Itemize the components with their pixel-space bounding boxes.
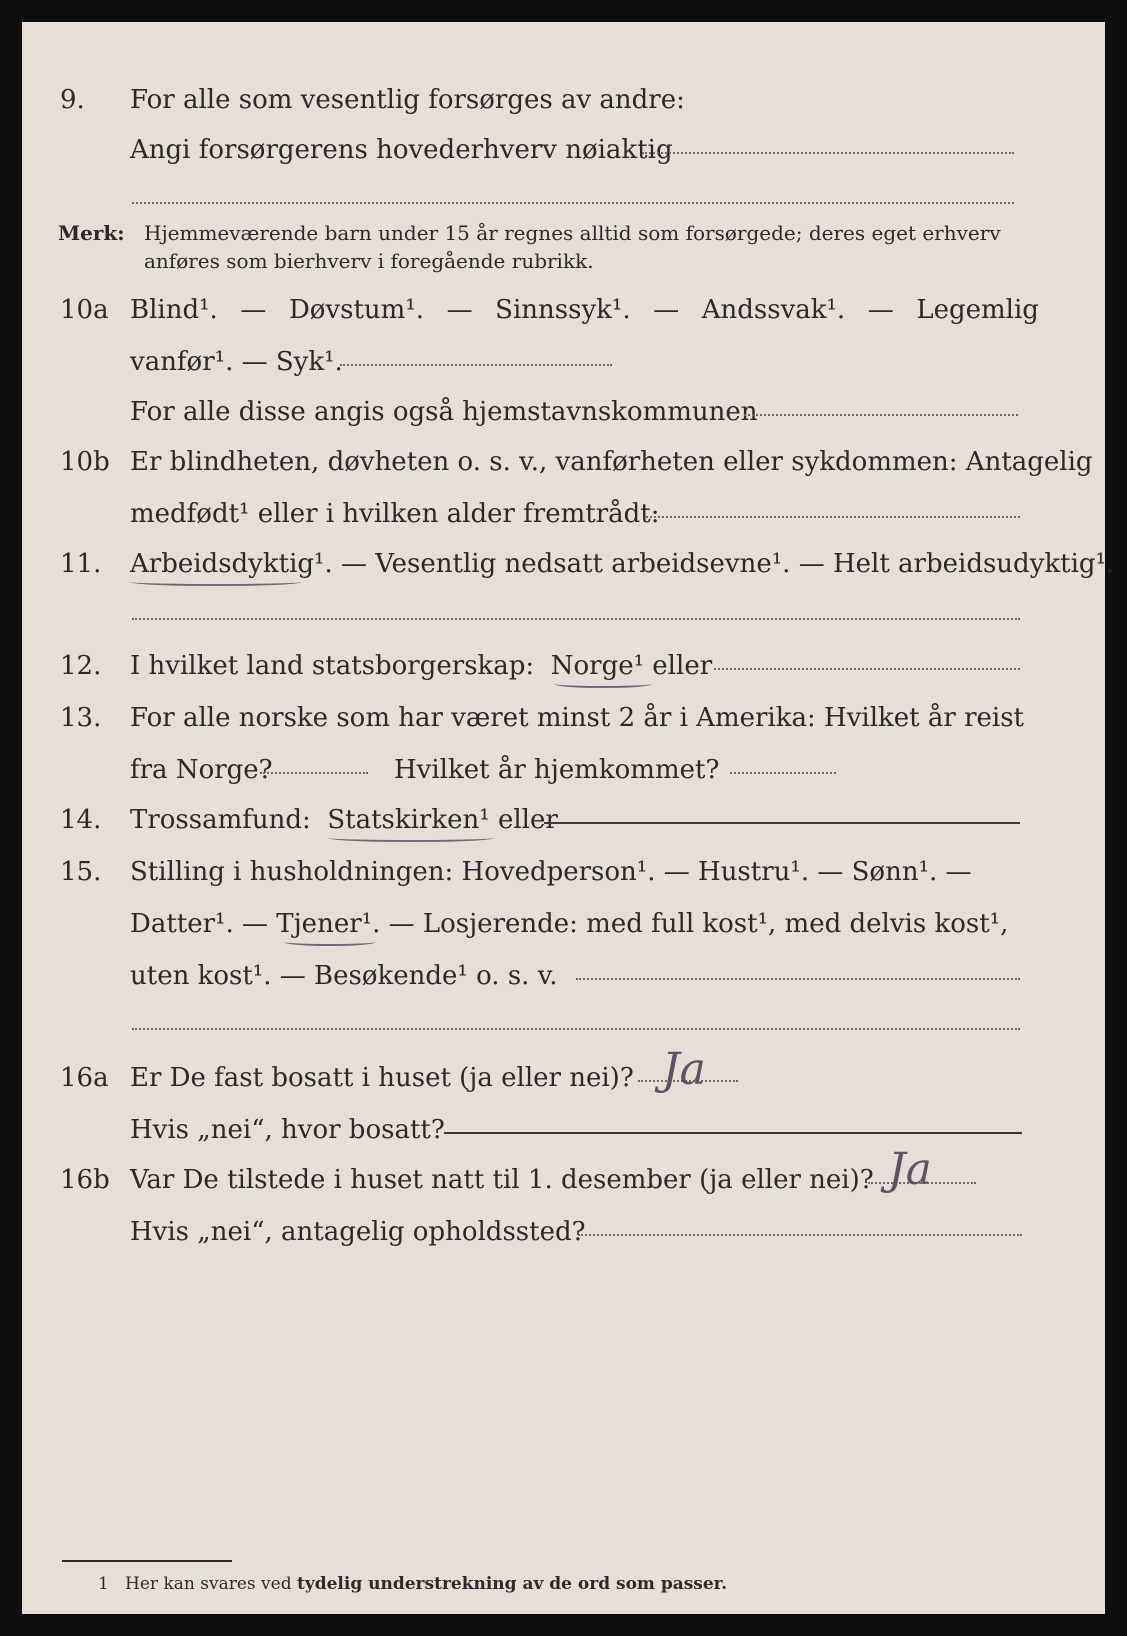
handwritten-answer: Ja: [662, 1044, 706, 1095]
note-text-1: Hjemmeværende barn under 15 år regnes alltid som forsørgede; deres eget erhverv: [144, 221, 1001, 245]
handwritten-underline: [284, 938, 376, 946]
question-text: Er blindheten, døvheten o. s. v., vanførheten eller sykdommen: Antagelig: [130, 447, 1093, 477]
question-10a-line2: [22, 342, 1105, 382]
handwritten-underline: [554, 680, 652, 688]
question-prefix: Trossamfund:: [130, 805, 311, 835]
dash: —: [446, 295, 473, 325]
answer-field[interactable]: [714, 668, 1020, 670]
handwritten-underline: [130, 578, 302, 586]
selected-answer: Tjener¹: [276, 909, 373, 939]
footnote-rule: [62, 1560, 232, 1562]
question-number: 9.: [60, 85, 85, 115]
question-number: 16a: [60, 1063, 109, 1093]
question-number: 13.: [60, 703, 102, 733]
answer-field[interactable]: [744, 414, 1018, 416]
question-9-line2: [22, 130, 1105, 170]
question-16a-line2: [22, 1110, 1105, 1150]
question-14: [22, 800, 1105, 840]
question-number: 15.: [60, 857, 102, 887]
question-13: [22, 698, 1105, 738]
question-number: 10b: [60, 447, 110, 477]
footnote: [98, 1572, 727, 1596]
note-text-2: anføres som bierhverv i foregående rubrikk.: [144, 249, 594, 273]
question-10b-line2: [22, 494, 1105, 534]
question-10a: [22, 290, 1105, 330]
dash: —: [867, 295, 894, 325]
option-blind: Blind¹.: [130, 295, 218, 325]
answer-field[interactable]: [340, 364, 612, 366]
question-text: vanfør¹. — Syk¹.: [130, 347, 343, 377]
census-form-page: [22, 22, 1115, 1614]
question-number: 11.: [60, 549, 102, 579]
question-text: Var De tilstede i huset natt til 1. desember (ja eller nei)?: [130, 1165, 874, 1195]
question-prefix: I hvilket land statsborgerskap:: [130, 651, 535, 681]
footnote-emphasis: tydelig understrekning av de ord som passer.: [296, 1574, 727, 1594]
selected-answer: Arbeidsdyktig: [130, 549, 315, 579]
answer-field[interactable]: [132, 618, 1020, 620]
question-16b: [22, 1160, 1105, 1200]
selected-answer: Norge¹: [550, 651, 645, 681]
answer-field[interactable]: [260, 772, 368, 774]
selected-answer: Statskirken¹: [327, 805, 490, 835]
dash: —: [653, 295, 680, 325]
answer-field[interactable]: [444, 1132, 1022, 1134]
note: [22, 218, 1105, 278]
handwritten-underline: [328, 834, 494, 842]
question-part: Datter¹. —: [130, 909, 269, 939]
question-15-line3: [22, 956, 1105, 996]
option-sinnssyk: Sinnssyk¹.: [495, 295, 631, 325]
question-text: Hvis „nei“, hvor bosatt?: [130, 1115, 445, 1145]
question-text: For alle norske som har været minst 2 år i Amerika: Hvilket år reist: [130, 703, 1024, 733]
footnote-text: Her kan svares ved: [125, 1574, 292, 1594]
question-text: Hvis „nei“, antagelig opholdssted?: [130, 1217, 586, 1247]
dash: —: [240, 295, 267, 325]
question-text: uten kost¹. — Besøkende¹ o. s. v.: [130, 961, 558, 991]
answer-field[interactable]: [132, 1028, 1020, 1030]
question-text: Angi forsørgerens hovederhverv nøiaktig: [130, 135, 673, 165]
footnote-mark: 1: [98, 1574, 109, 1594]
answer-field[interactable]: [642, 152, 1014, 154]
question-10b: [22, 442, 1105, 482]
question-15: [22, 852, 1105, 892]
question-rest: ¹. — Vesentlig nedsatt arbeidsevne¹. — Helt arbeidsudyktig¹.: [314, 549, 1115, 579]
question-suffix: eller: [497, 805, 558, 835]
answer-field[interactable]: [730, 772, 836, 774]
question-text: medfødt¹ eller i hvilken alder fremtrådt:: [130, 499, 660, 529]
answer-field[interactable]: [132, 202, 1014, 204]
question-text: [130, 290, 1039, 330]
question-text: Er De fast bosatt i huset (ja eller nei)?: [130, 1063, 634, 1093]
option-andssvak: Andssvak¹.: [701, 295, 846, 325]
question-number: 14.: [60, 805, 102, 835]
question-16b-line2: [22, 1212, 1105, 1252]
question-text: [130, 904, 1008, 944]
question-text: Hvilket år hjemkommet?: [394, 755, 720, 785]
option-dovstum: Døvstum¹.: [288, 295, 425, 325]
question-text: Stilling i husholdningen: Hovedperson¹. — Hustru¹. — Sønn¹. —: [130, 857, 972, 887]
question-number: 12.: [60, 651, 102, 681]
question-number: 16b: [60, 1165, 110, 1195]
question-text: For alle disse angis også hjemstavnskommunen: [130, 397, 758, 427]
answer-field[interactable]: [646, 516, 1020, 518]
question-16a: [22, 1058, 1105, 1098]
question-15-line2: [22, 904, 1105, 944]
option-legemlig: Legemlig: [916, 295, 1039, 325]
question-part: . — Losjerende: med full kost¹, med delvis kost¹,: [372, 909, 1009, 939]
question-suffix: eller: [652, 651, 713, 681]
answer-field[interactable]: [578, 1234, 1022, 1236]
question-10a-line3: [22, 392, 1105, 432]
question-13-line2: [22, 750, 1105, 790]
answer-field[interactable]: [576, 978, 1020, 980]
question-text: For alle som vesentlig forsørges av andre:: [130, 85, 685, 115]
question-text: fra Norge?: [130, 755, 273, 785]
answer-field[interactable]: [544, 822, 1020, 824]
question-number: 10a: [60, 295, 109, 325]
question-9: [22, 80, 1105, 120]
note-label: Merk:: [58, 221, 125, 245]
handwritten-answer: Ja: [888, 1144, 932, 1195]
